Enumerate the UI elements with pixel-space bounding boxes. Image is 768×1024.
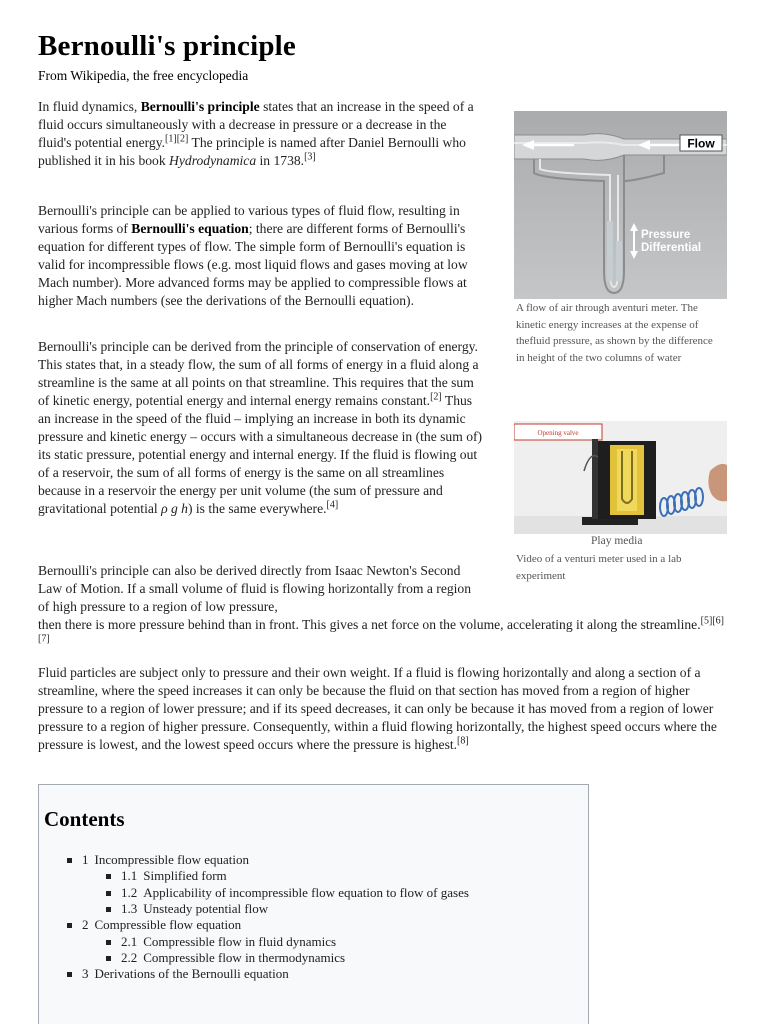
term-bernoullis-equation: Bernoulli's equation: [131, 221, 249, 236]
tagline: From Wikipedia, the free encyclopedia: [38, 68, 249, 83]
toc-item-1-3[interactable]: 1.3 Unsteady potential flow: [106, 901, 268, 917]
book-title: Hydrodynamica: [169, 153, 257, 168]
toc-item-2-2[interactable]: 2.2 Compressible flow in thermodynamics: [106, 950, 345, 966]
intro-paragraph-1: In fluid dynamics, Bernoulli's principle states that an increase in the speed of a fluid occurs simultaneously with a decrease in pressure or a decrease in the fluid's potential energy.[1][2] The principle is named after Daniel Bernoulli who published it in his book Hydrodynamica in 1738.[3]: [38, 99, 474, 168]
table-of-contents: [38, 784, 589, 1024]
citation-2-repeat[interactable]: [2]: [430, 391, 442, 403]
bullet-icon: [67, 923, 72, 928]
page-title: Bernoulli's principle: [38, 30, 296, 62]
term-bernoullis-principle: Bernoulli's principle: [140, 99, 260, 114]
venturi-video-thumbnail[interactable]: [514, 421, 727, 534]
venturi-meter-image[interactable]: [514, 111, 727, 299]
citation-3[interactable]: [3]: [304, 151, 316, 163]
formula-rho-g-h: ρ g h: [161, 501, 188, 516]
figure-2-caption: Video of a venturi meter used in a lab experiment: [516, 553, 682, 582]
citation-4[interactable]: [4]: [326, 499, 339, 511]
venturi-glass-tube-drawing: [514, 111, 727, 299]
toc-title: Contents: [44, 807, 125, 831]
opening-valve-label: Opening valve: [537, 429, 579, 437]
citation-1[interactable]: [1]: [165, 133, 177, 145]
bullet-icon: [106, 956, 111, 961]
intro-paragraph-3: Bernoulli's principle can be derived from the principle of conservation of energy. This states that, in a steady flow, the sum of all forms of energy in a fluid along a streamline is the same at all points on that streamline. This requires that the sum of kinetic energy, potential energy and internal energy remains constant.[2] Thus an increase in the speed of the fluid – implying an increase in both its dynamic pressure and kinetic energy – occurs with a simultaneous decrease in (the sum of) its static pressure, potential energy and internal energy. If the fluid is flowing out of a reservoir, the sum of all forms of energy is the same on all streamlines because in a reservoir the energy per unit volume (the sum of pressure and gravitational potential ρ g h) is the same everywhere.[4]: [38, 339, 483, 516]
play-media-link[interactable]: Play media: [591, 535, 643, 547]
toc-item-2[interactable]: 2 Compressible flow equation: [67, 917, 241, 933]
figure-1-caption: A flow of air through aventuri meter. The kinetic energy increases at the expense of thefluid pressure, as shown by the difference in height of the two columns of water: [516, 302, 713, 364]
toc-item-1-2[interactable]: 1.2 Applicability of incompressible flow equation to flow of gases: [106, 885, 469, 901]
intro-paragraph-5: Fluid particles are subject only to pressure and their own weight. If a fluid is flowing horizontally and along a section of a streamline, where the speed increases it can only be because the fluid on that section has moved from a region of higher pressure to a region of lower pressure; and if its speed decreases, it can only be because it has moved from a region of lower pressure to a region of higher pressure. Consequently, within a fluid flowing horizontally, the highest speed occurs where the pressure is lowest, and the lowest speed occurs where the pressure is highest.[8]: [38, 665, 717, 752]
toc-item-3[interactable]: 3 Derivations of the Bernoulli equation: [67, 966, 289, 982]
bullet-icon: [106, 907, 111, 912]
intro-paragraph-4-bottom: then there is more pressure behind than in front. This gives a net force on the volume, accelerating it along the streamline.[5][6][7]: [38, 615, 724, 645]
citation-5-6-7[interactable]: [5][6][7]: [38, 615, 724, 645]
bullet-icon: [106, 874, 111, 879]
citation-8[interactable]: [8]: [457, 735, 469, 747]
pressure-label-line-1: Pressure: [641, 229, 691, 241]
toc-item-1-1[interactable]: 1.1 Simplified form: [106, 868, 227, 884]
flow-label: Flow: [687, 136, 715, 151]
bullet-icon: [67, 858, 72, 863]
bullet-icon: [106, 940, 111, 945]
toc-item-1[interactable]: 1 Incompressible flow equation: [67, 852, 249, 868]
bullet-icon: [106, 891, 111, 896]
toc-item-2-1[interactable]: 2.1 Compressible flow in fluid dynamics: [106, 934, 336, 950]
intro-paragraph-2: Bernoulli's principle can be applied to various types of fluid flow, resulting in various forms of Bernoulli's equation; there are different forms of Bernoulli's equation for different types of flow. The simple form of Bernoulli's equation is valid for incompressible flows (e.g. most liquid flows and gases moving at low Mach number). More advanced forms may be applied to compressible flows at higher Mach numbers (see the derivations of the Bernoulli equation).: [38, 203, 468, 308]
bullet-icon: [67, 972, 72, 977]
citation-2[interactable]: [2]: [176, 133, 189, 145]
pressure-label-line-2: Differential: [641, 242, 702, 254]
intro-paragraph-4-top: Bernoulli's principle can also be derived directly from Isaac Newton's Second Law of Motion. If a small volume of fluid is flowing horizontally from a region of high pressure to a region of low pressure,: [38, 563, 472, 614]
video-still-drawing: [514, 421, 727, 534]
